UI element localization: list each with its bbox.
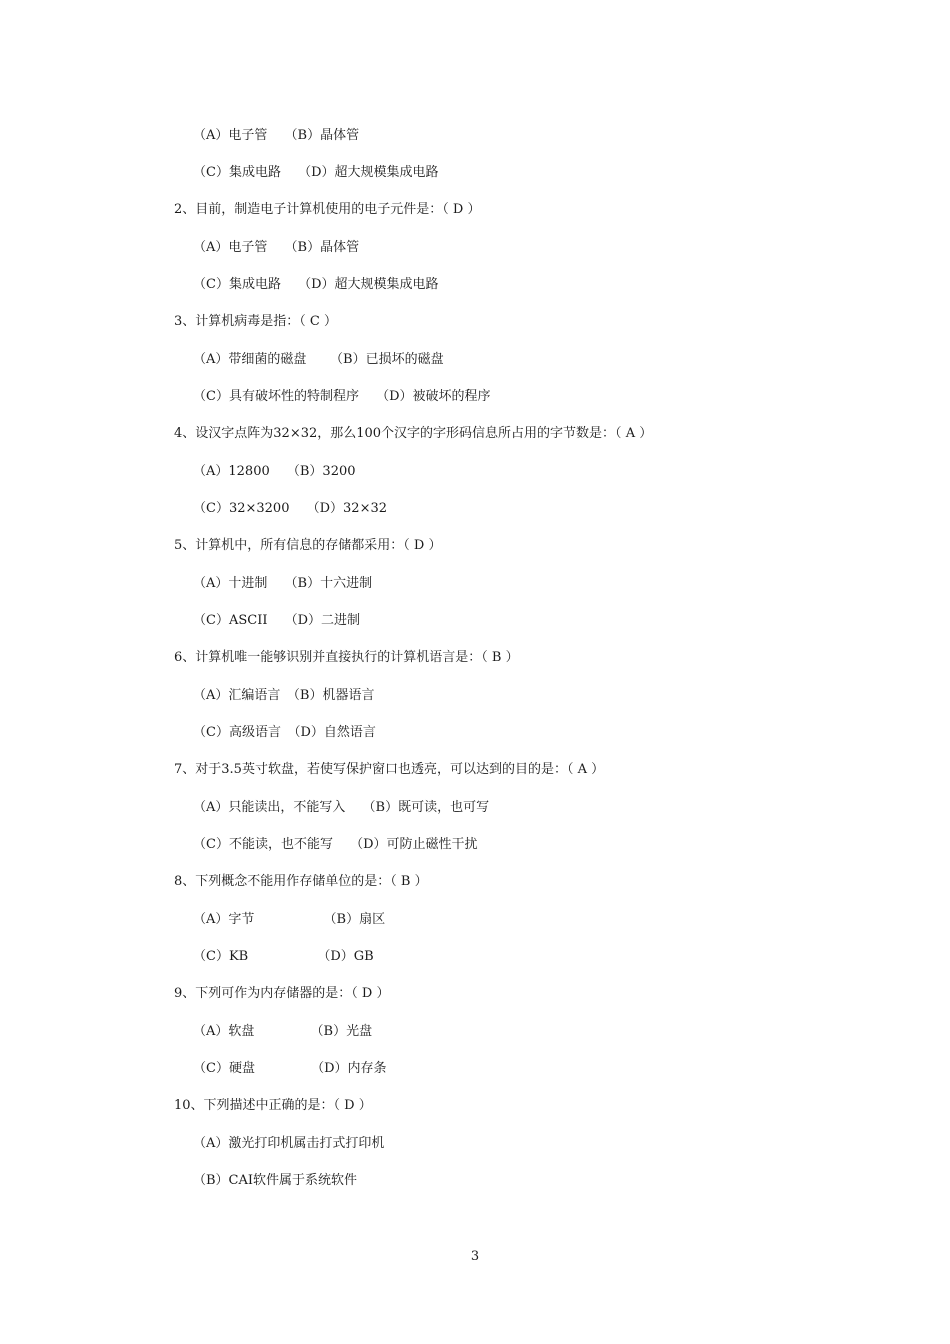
option-line: （C）硬盘 （D）内存条 — [193, 1061, 387, 1076]
option-line: （C）高级语言 （D）自然语言 — [193, 725, 376, 740]
option-line: （A）只能读出，不能写入 （B）既可读，也可写 — [193, 800, 490, 815]
option-line: （A）带细菌的磁盘 （B）已损坏的磁盘 — [193, 352, 444, 367]
question-6: 6、计算机唯一能够识别并直接执行的计算机语言是：（ B ） — [174, 650, 519, 665]
question-10: 10、下列描述中正确的是：（ D ） — [174, 1098, 372, 1113]
option-line: （C）32×3200 （D）32×32 — [193, 501, 387, 516]
option-line: （C）集成电路 （D）超大规模集成电路 — [193, 277, 439, 292]
question-4: 4、设汉字点阵为32×32，那么100个汉字的字形码信息所占用的字节数是：（ A ） — [174, 426, 653, 441]
option-line: （B）CAI软件属于系统软件 — [193, 1173, 358, 1188]
option-line: （C）ASCII （D）二进制 — [193, 613, 361, 628]
question-7: 7、对于3.5英寸软盘，若使写保护窗口也透亮，可以达到的目的是：（ A ） — [174, 762, 605, 777]
question-8: 8、下列概念不能用作存储单位的是：（ B ） — [174, 874, 428, 889]
option-line: （A）电子管 （B）晶体管 — [193, 128, 360, 143]
option-line: （C）集成电路 （D）超大规模集成电路 — [193, 165, 439, 180]
option-line: （A）电子管 （B）晶体管 — [193, 240, 360, 255]
option-line: （A）激光打印机属击打式打印机 — [193, 1136, 385, 1151]
option-line: （A）汇编语言 （B）机器语言 — [193, 688, 375, 703]
page-number: 3 — [470, 1249, 480, 1264]
question-9: 9、下列可作为内存储器的是：（ D ） — [174, 986, 390, 1001]
option-line: （A）字节 （B）扇区 — [193, 912, 386, 927]
option-line: （C）不能读，也不能写 （D）可防止磁性干扰 — [193, 837, 478, 852]
question-3: 3、计算机病毒是指：（ C ） — [174, 314, 337, 329]
option-line: （A）十进制 （B）十六进制 — [193, 576, 373, 591]
option-line: （C）KB （D）GB — [193, 949, 374, 964]
option-line: （A）软盘 （B）光盘 — [193, 1024, 373, 1039]
question-5: 5、计算机中，所有信息的存储都采用：（ D ） — [174, 538, 442, 553]
question-2: 2、目前，制造电子计算机使用的电子元件是：（ D ） — [174, 202, 481, 217]
option-line: （C）具有破坏性的特制程序 （D）被破坏的程序 — [193, 389, 491, 404]
option-line: （A）12800 （B）3200 — [193, 464, 356, 479]
